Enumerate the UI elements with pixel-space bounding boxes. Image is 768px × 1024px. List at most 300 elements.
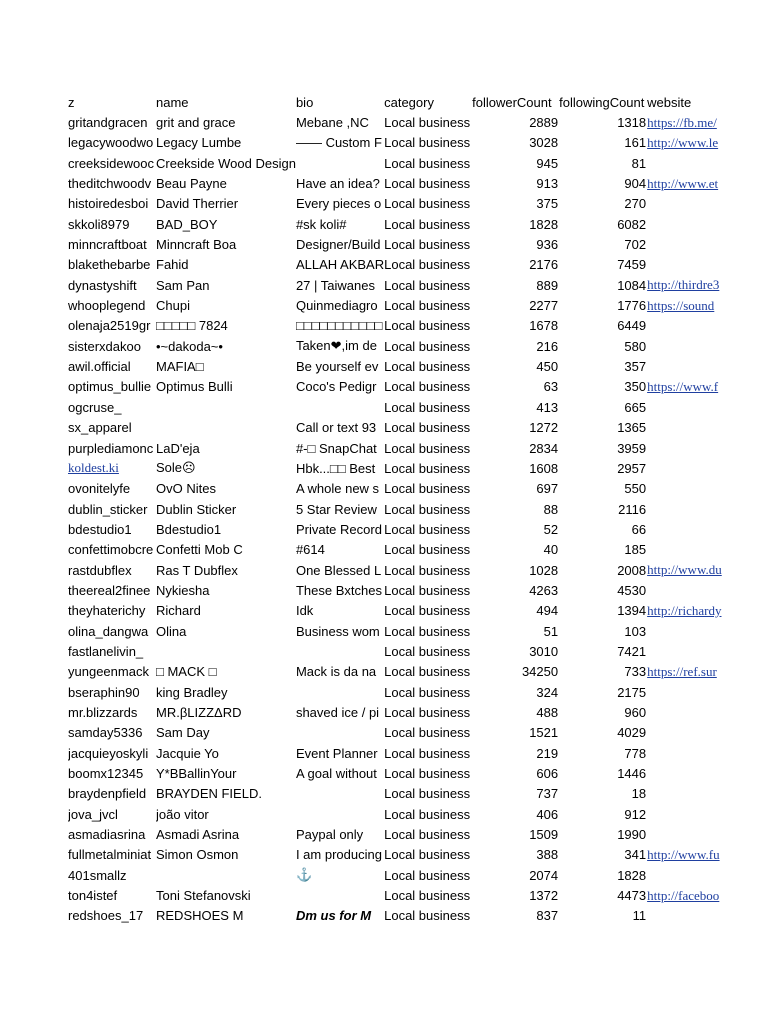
website-cell [647,255,734,275]
follower-count-cell: 488 [536,704,559,720]
table-row [68,723,734,743]
name-cell: Y*BBallinYour [156,766,237,782]
username-cell: optimus_bullie [68,379,152,395]
follower-count-cell: 1521 [529,725,559,741]
name-cell: Asmadi Asrina [156,827,240,843]
username-cell: sx_apparel [68,420,132,436]
table-row [68,682,734,702]
follower-count-cell: 450 [536,359,559,375]
name-cell: Simon Osmon [156,847,239,863]
website-cell [647,438,734,458]
username-cell: dublin_sticker [68,501,148,517]
name-cell: REDSHOES M [156,908,244,924]
following-count-cell: 11 [632,908,647,924]
header-cell-z: z [68,94,75,110]
website-cell [647,885,734,905]
following-count-cell: 2008 [617,562,647,578]
table-row [68,458,734,478]
following-count-cell: 904 [624,176,647,192]
username-cell: confettimobcre [68,542,154,558]
follower-count-cell: 219 [536,745,559,761]
category-cell: Local business [384,460,471,476]
following-count-cell: 580 [624,338,647,354]
following-count-cell: 185 [624,542,647,558]
name-cell: Creekside Wood Design [156,155,296,171]
following-count-cell: 161 [624,135,647,151]
follower-count-cell: 216 [536,338,559,354]
category-cell: Local business [384,115,471,131]
name-cell: BRAYDEN FIELD. [156,786,262,802]
website-link[interactable]: https://ref.sur [647,663,717,679]
bio-cell: These Bxtches [295,582,382,598]
follower-count-cell: 51 [543,623,559,639]
username-cell: ogcruse_ [68,399,122,415]
follower-count-cell: 913 [536,176,559,192]
bio-cell: Mebane ,NC [295,115,369,131]
username-cell: ton4istef [68,888,118,904]
website-cell [647,763,734,783]
table-row [68,662,734,682]
follower-count-cell: 2176 [529,257,559,273]
website-cell [647,275,734,295]
follower-count-cell: 52 [543,521,559,537]
website-cell [647,662,734,682]
name-cell: joão vitor [156,806,209,822]
follower-count-cell: 737 [536,786,559,802]
website-link[interactable]: http://www.et [647,175,719,191]
name-cell: Dublin Sticker [156,501,237,517]
following-count-cell: 18 [631,786,647,802]
website-cell [647,784,734,804]
following-count-cell: 550 [624,481,647,497]
following-count-cell: 1828 [617,867,647,883]
category-cell: Local business [384,786,471,802]
website-cell [647,153,734,173]
website-cell [647,865,734,885]
category-cell: Local business [384,562,471,578]
bio-cell [296,906,384,926]
table-row [68,743,734,763]
bio-cell: A goal without [295,766,377,782]
username-cell: theereal2finee [68,582,151,598]
website-link[interactable]: http://richardy [647,602,722,618]
website-cell [647,723,734,743]
name-cell: Fahid [156,257,189,273]
bio-cell [296,723,384,743]
username-cell [68,458,156,478]
bio-cell [296,804,384,824]
category-cell: Local business [384,847,471,863]
follower-count-cell: 1678 [529,318,559,334]
follower-count-cell: 1372 [529,888,559,904]
following-count-cell: 7459 [617,257,647,273]
username-cell: theditchwoodv [68,176,152,192]
table-row [68,580,734,600]
follower-count-cell: 2277 [529,298,559,314]
username-cell: 401smallz [68,867,127,883]
table-row [68,824,734,844]
bio-cell: □□□□□□□□□□□ [295,318,383,334]
category-cell: Local business [384,257,471,273]
table-row [68,255,734,275]
category-cell: Local business [384,196,471,212]
bio-cell: Have an idea? [295,176,380,192]
table-row [68,234,734,254]
website-cell [647,702,734,722]
category-cell: Local business [384,623,471,639]
table-row [68,153,734,173]
bio-cell: Taken❤,im de [295,338,377,354]
category-cell: Local business [384,867,471,883]
bio-cell: Hbk...□□ Best [295,460,376,476]
following-count-cell: 357 [624,359,647,375]
username-cell: boomx12345 [68,766,144,782]
table-row [68,906,734,926]
website-cell [647,540,734,560]
name-cell: BAD_BOY [156,216,218,232]
follower-count-cell: 945 [536,155,559,171]
follower-count-cell: 406 [536,806,559,822]
username-cell: samday5336 [68,725,143,741]
username-cell: jacquieyoskyli [68,745,149,761]
name-cell: Minncraft Boa [156,237,237,253]
table-row [68,804,734,824]
bio-cell: ⚓ [295,867,313,883]
name-cell: □ MACK □ [156,664,217,680]
table-row [68,295,734,315]
username-cell: rastdubflex [68,562,132,578]
bio-cell: A whole new s [295,481,380,497]
website-link[interactable]: http://thirdre3 [647,277,720,293]
name-cell: Chupi [156,298,190,314]
bio-cell: Every pieces o [295,196,382,212]
category-cell: Local business [384,766,471,782]
bio-cell: Private Record [295,521,382,537]
follower-count-cell: 494 [536,603,559,619]
table-row [68,214,734,234]
following-count-cell: 2957 [617,460,647,476]
username-cell: sisterxdakoo [68,338,141,354]
bio-cell: ALLAH AKBAR [295,257,385,273]
table-row [68,418,734,438]
following-count-cell: 2116 [618,501,647,517]
table-row [68,336,734,356]
follower-count-cell: 837 [536,908,559,924]
name-cell: Sam Day [156,725,210,741]
following-count-cell: 103 [624,623,647,639]
username-cell: whooplegend [68,298,146,314]
category-cell: Local business [384,542,471,558]
name-cell: Legacy Lumbe [156,135,242,151]
username-cell: redshoes_17 [68,908,144,924]
name-cell: Confetti Mob C [156,542,243,558]
name-cell: Richard [156,603,201,619]
bio-cell: Mack is da na [295,664,377,680]
following-count-cell: 6449 [617,318,647,334]
follower-count-cell: 4263 [529,582,559,598]
name-cell [156,397,296,417]
header-cell-followercount: followerCount [472,94,552,110]
table-row [68,702,734,722]
website-cell [647,295,734,315]
table-row [68,519,734,539]
name-cell: David Therrier [156,196,239,212]
name-cell: Olina [156,623,187,639]
category-cell: Local business [384,318,471,334]
website-cell [647,519,734,539]
website-link[interactable]: https://www.f [647,378,719,394]
username-cell: awil.official [68,359,131,375]
website-cell [647,621,734,641]
bio-cell: Event Planner [295,745,378,761]
table-row [68,479,734,499]
follower-count-cell: 40 [543,542,559,558]
website-cell [647,458,734,478]
website-cell [647,499,734,519]
following-count-cell: 270 [624,196,647,212]
following-count-cell: 960 [624,704,647,720]
table-row [68,356,734,376]
website-cell [647,336,734,356]
bio-cell: Quinmediagro [295,298,378,314]
follower-count-cell: 3028 [529,135,559,151]
username-cell: bseraphin90 [68,684,140,700]
website-cell [647,133,734,153]
username-cell: mr.blizzards [68,704,138,720]
following-count-cell: 733 [624,664,647,680]
bio-cell [296,682,384,702]
follower-count-cell: 324 [536,684,559,700]
category-cell: Local business [384,827,471,843]
table-row [68,865,734,885]
follower-count-cell: 1028 [529,562,559,578]
header-cell-category: category [384,94,434,110]
table-body [68,92,734,926]
bio-cell [296,641,384,661]
category-cell: Local business [384,643,471,659]
username-link[interactable]: koldest.ki [68,460,119,476]
table-row [68,601,734,621]
bio-cell: Call or text 93 [295,420,377,436]
website-cell [647,479,734,499]
table-row [68,885,734,905]
website-link[interactable]: https://fb.me/ [647,114,717,130]
header-row [68,92,734,112]
username-cell: jova_jvcl [68,806,118,822]
website-link[interactable]: http://www.du [647,562,722,578]
username-cell: fullmetalminiat [68,847,152,863]
table-row [68,133,734,153]
follower-count-cell: 1828 [529,216,559,232]
name-cell [156,641,296,661]
table-row [68,784,734,804]
website-cell [647,804,734,824]
username-cell: blakethebarbe [68,257,151,273]
category-cell: Local business [384,501,471,517]
following-count-cell: 912 [624,806,647,822]
category-cell: Local business [384,806,471,822]
category-cell: Local business [384,908,471,924]
name-cell: OvO Nites [156,481,216,497]
username-cell: skkoli8979 [68,216,130,232]
following-count-cell: 1990 [617,827,647,843]
follower-count-cell: 88 [543,501,559,517]
follower-count-cell: 375 [536,196,559,212]
table-row [68,641,734,661]
website-cell [647,234,734,254]
follower-count-cell: 413 [536,399,559,415]
username-cell: histoiredesboi [68,196,149,212]
name-cell: Beau Payne [156,176,227,192]
username-cell: purplediamonc [68,440,154,456]
website-cell [647,906,734,926]
bio-cell: One Blessed L [295,562,382,578]
bio-cell [296,153,384,173]
table-row [68,499,734,519]
table-row [68,377,734,397]
category-cell: Local business [384,481,471,497]
website-cell [647,824,734,844]
username-cell: olenaja2519gr [68,318,151,334]
website-cell [647,845,734,865]
following-count-cell: 1318 [617,115,647,131]
category-cell: Local business [384,338,471,354]
bio-cell: Be yourself ev [295,359,379,375]
category-cell: Local business [384,745,471,761]
website-cell [647,580,734,600]
website-cell [647,601,734,621]
bio-cell: #-□ SnapChat [295,440,377,456]
follower-count-cell: 889 [536,277,559,293]
follower-count-cell: 2074 [529,867,559,883]
data-table [68,92,734,926]
bio-cell: 5 Star Review [295,501,377,517]
following-count-cell: 1446 [617,766,647,782]
name-cell: Ras T Dubflex [156,562,238,578]
follower-count-cell: 2889 [529,115,559,131]
username-cell: dynastyshift [68,277,137,293]
username-cell: gritandgracen [68,115,148,131]
website-cell [647,560,734,580]
following-count-cell: 702 [624,237,647,253]
name-cell: king Bradley [156,684,228,700]
name-cell: Toni Stefanovski [156,888,251,904]
following-count-cell: 2175 [617,684,647,700]
category-cell: Local business [384,359,471,375]
website-cell [647,356,734,376]
following-count-cell: 778 [624,745,647,761]
following-count-cell: 66 [631,521,647,537]
table-row [68,173,734,193]
table-row [68,316,734,336]
follower-count-cell: 2834 [529,440,559,456]
following-count-cell: 1776 [617,298,647,314]
website-cell [647,112,734,132]
category-cell: Local business [384,603,471,619]
bio-cell: #sk koli# [295,216,347,232]
name-cell: Jacquie Yo [156,745,219,761]
username-cell: creeksidewooc [68,155,154,171]
table-row [68,560,734,580]
username-cell: minncraftboat [68,237,147,253]
category-cell: Local business [384,155,471,171]
bio-cell: Designer/Build [295,237,381,253]
bio-cell: #614 [295,542,325,558]
username-cell: asmadiasrina [68,827,146,843]
category-cell: Local business [384,237,471,253]
name-cell: MAFIA□ [156,359,204,375]
category-cell: Local business [384,277,471,293]
bio-text: Dm us for M [295,908,372,924]
category-cell: Local business [384,684,471,700]
name-cell: grit and grace [156,115,236,131]
following-count-cell: 6082 [617,216,647,232]
category-cell: Local business [384,176,471,192]
following-count-cell: 350 [624,379,647,395]
website-link[interactable]: http://www.le [647,134,719,150]
website-cell [647,641,734,661]
header-cell-followingcount: followingCount [559,94,645,110]
name-cell: •~dakoda~• [156,338,223,354]
bio-cell [296,784,384,804]
website-link[interactable]: http://faceboo [647,887,720,903]
spreadsheet [68,92,734,926]
username-cell: yungeenmack [68,664,149,680]
bio-cell: shaved ice / pi [295,704,380,720]
header-cell-website: website [647,94,692,110]
table-row [68,621,734,641]
username-cell: legacywoodwo [68,135,154,151]
table-row [68,275,734,295]
username-cell: olina_dangwa [68,623,149,639]
website-link[interactable]: http://www.fu [647,846,720,862]
follower-count-cell: 388 [536,847,559,863]
following-count-cell: 4029 [617,725,647,741]
category-cell: Local business [384,298,471,314]
category-cell: Local business [384,216,471,232]
bio-cell: Idk [295,603,314,619]
category-cell: Local business [384,521,471,537]
table-row [68,194,734,214]
following-count-cell: 7421 [617,643,647,659]
name-cell: Sam Pan [156,277,210,293]
username-cell: bdestudio1 [68,521,132,537]
follower-count-cell: 34250 [521,664,559,680]
following-count-cell: 665 [624,399,647,415]
follower-count-cell: 1608 [529,460,559,476]
name-cell: □□□□□ 7824 [156,318,228,334]
website-link[interactable]: https://sound [647,297,715,313]
bio-cell: I am producing [295,847,382,863]
name-cell: LaD'eja [156,440,200,456]
username-cell: ovonitelyfe [68,481,131,497]
category-cell: Local business [384,420,471,436]
bio-cell: —— Custom F [295,135,382,151]
table-row [68,397,734,417]
bio-cell [296,397,384,417]
bio-cell: Coco's Pedigr [295,379,377,395]
header-cell-name: name [156,94,189,110]
follower-count-cell: 936 [536,237,559,253]
name-cell: MR.βLIZZΔRD [156,704,242,720]
table-row [68,540,734,560]
following-count-cell: 1084 [617,277,647,293]
name-cell: Optimus Bulli [156,379,233,395]
table-row [68,763,734,783]
website-cell [647,743,734,763]
category-cell: Local business [384,440,471,456]
following-count-cell: 1394 [617,603,647,619]
